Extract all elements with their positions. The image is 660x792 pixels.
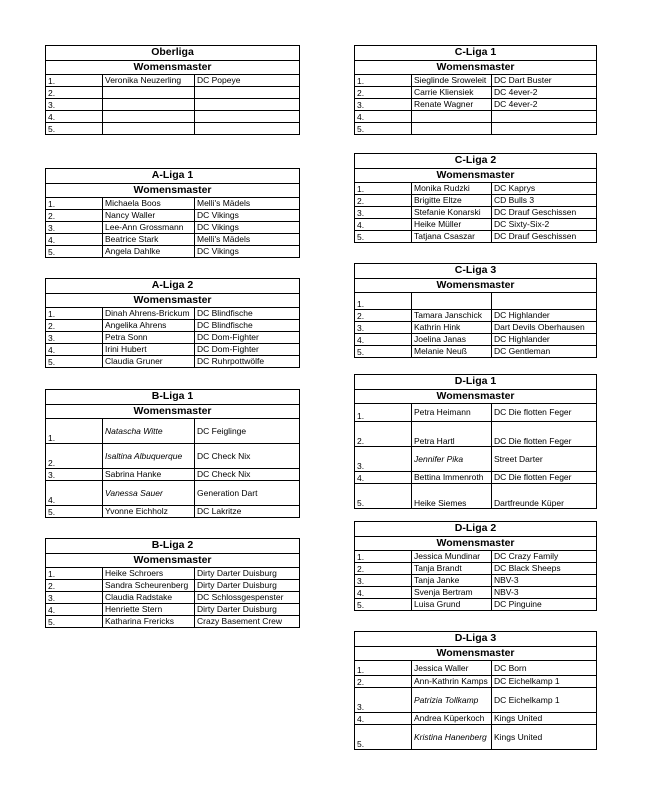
club-name: DC Die flotten Feger [492, 472, 597, 484]
table-row [355, 123, 597, 135]
club-name: DC Gentleman [492, 346, 597, 358]
table-row [355, 676, 597, 688]
player-name: Natascha Witte [103, 419, 195, 444]
player-name: Andrea Küperkoch [412, 713, 492, 725]
player-name [412, 293, 492, 310]
rank: 5. [46, 356, 103, 368]
league-title: A-Liga 1 [46, 169, 300, 184]
table-row [355, 293, 597, 310]
rank: 3. [46, 99, 103, 111]
table-row [355, 310, 597, 322]
club-name [195, 123, 300, 135]
player-name: Patrizia Tollkamp [412, 688, 492, 713]
rank: 1. [46, 75, 103, 87]
player-name: Angela Dahlke [103, 246, 195, 258]
player-name: Ann-Kathrin Kamps [412, 676, 492, 688]
player-name: Tatjana Csaszar [412, 231, 492, 243]
player-name: Kathrin Hink [412, 322, 492, 334]
rank: 4. [46, 344, 103, 356]
player-name: Svenja Bertram [412, 587, 492, 599]
rank: 2. [355, 195, 412, 207]
player-name: Petra Hartl [412, 422, 492, 447]
rank: 3. [355, 447, 412, 472]
league-title: D-Liga 1 [355, 375, 597, 390]
club-name: DC Blindfische [195, 308, 300, 320]
table-row [46, 616, 300, 628]
player-name: Jessica Waller [412, 661, 492, 676]
league-subtitle: Womensmaster [355, 390, 597, 404]
table-row [355, 551, 597, 563]
table-row [355, 195, 597, 207]
league-title: A-Liga 2 [46, 279, 300, 294]
league-subtitle: Womensmaster [46, 554, 300, 568]
rank: 2. [46, 580, 103, 592]
rank: 4. [355, 219, 412, 231]
rank: 5. [355, 123, 412, 135]
club-name: DC Born [492, 661, 597, 676]
table-row [46, 481, 300, 506]
club-name: Melli's Mädels [195, 234, 300, 246]
table-row [46, 234, 300, 246]
league-title: C-Liga 1 [355, 46, 597, 61]
table-row [355, 713, 597, 725]
player-name [103, 87, 195, 99]
rank: 2. [355, 422, 412, 447]
club-name: DC Vikings [195, 210, 300, 222]
club-name [492, 293, 597, 310]
player-name: Jennifer Pika [412, 447, 492, 472]
club-name: DC Die flotten Feger [492, 404, 597, 422]
table-row [46, 246, 300, 258]
club-name: DC Highlander [492, 334, 597, 346]
player-name: Carrie Kliensiek [412, 87, 492, 99]
rank: 4. [46, 604, 103, 616]
league-title: B-Liga 2 [46, 539, 300, 554]
player-name [103, 99, 195, 111]
club-name: DC Die flotten Feger [492, 422, 597, 447]
rank: 4. [355, 334, 412, 346]
player-name: Tanja Janke [412, 575, 492, 587]
club-name: Melli's Mädels [195, 198, 300, 210]
club-name: Generation Dart [195, 481, 300, 506]
player-name: Heike Siemes [412, 484, 492, 509]
player-name: Irini Hubert [103, 344, 195, 356]
player-name: Petra Heimann [412, 404, 492, 422]
table-row [46, 506, 300, 518]
table-row [46, 356, 300, 368]
player-name: Sandra Scheurenberg [103, 580, 195, 592]
table-row [46, 308, 300, 320]
club-name: Kings United [492, 713, 597, 725]
table-c-liga-2 [354, 153, 597, 243]
club-name: DC Ruhrpottwölfe [195, 356, 300, 368]
rank: 2. [355, 563, 412, 575]
player-name: Joelina Janas [412, 334, 492, 346]
club-name: DC 4ever-2 [492, 87, 597, 99]
player-name: Isaltina Albuquerque [103, 444, 195, 469]
table-row [46, 210, 300, 222]
rank: 3. [46, 222, 103, 234]
club-name [195, 111, 300, 123]
player-name: Henriette Stern [103, 604, 195, 616]
table-row [355, 99, 597, 111]
table-row [355, 231, 597, 243]
rank: 3. [46, 592, 103, 604]
rank: 4. [355, 713, 412, 725]
league-subtitle: Womensmaster [46, 405, 300, 419]
league-subtitle: Womensmaster [355, 647, 597, 661]
club-name: Dirty Darter Duisburg [195, 568, 300, 580]
club-name [195, 99, 300, 111]
table-row [355, 484, 597, 509]
club-name: NBV-3 [492, 587, 597, 599]
league-title: C-Liga 2 [355, 154, 597, 169]
rank: 1. [46, 198, 103, 210]
club-name: DC Vikings [195, 246, 300, 258]
player-name: Claudia Gruner [103, 356, 195, 368]
player-name: Heike Müller [412, 219, 492, 231]
club-name: DC Popeye [195, 75, 300, 87]
rank: 5. [46, 246, 103, 258]
player-name: Dinah Ahrens-Brickum [103, 308, 195, 320]
player-name: Nancy Waller [103, 210, 195, 222]
club-name: Dartfreunde Küper [492, 484, 597, 509]
club-name: Dart Devils Oberhausen [492, 322, 597, 334]
table-row [46, 222, 300, 234]
table-row [355, 575, 597, 587]
rank: 5. [355, 346, 412, 358]
club-name: CD Bulls 3 [492, 195, 597, 207]
club-name: DC Blindfische [195, 320, 300, 332]
club-name: DC Eichelkamp 1 [492, 676, 597, 688]
rank: 3. [46, 469, 103, 481]
table-a-liga-1 [45, 168, 300, 258]
club-name: DC Check Nix [195, 444, 300, 469]
rank: 2. [355, 310, 412, 322]
player-name [412, 123, 492, 135]
club-name: DC Pinguine [492, 599, 597, 611]
club-name [492, 111, 597, 123]
rank: 4. [46, 481, 103, 506]
player-name: Yvonne Eichholz [103, 506, 195, 518]
table-row [355, 404, 597, 422]
rank: 1. [46, 568, 103, 580]
table-oberliga [45, 45, 300, 135]
club-name: DC Dom-Fighter [195, 332, 300, 344]
player-name [103, 123, 195, 135]
club-name: DC Feiglinge [195, 419, 300, 444]
rank: 3. [355, 575, 412, 587]
league-title: C-Liga 3 [355, 264, 597, 279]
table-row [46, 87, 300, 99]
club-name: DC Drauf Geschissen [492, 231, 597, 243]
table-row [355, 472, 597, 484]
player-name: Jessica Mundinar [412, 551, 492, 563]
table-row [355, 346, 597, 358]
league-subtitle: Womensmaster [46, 61, 300, 75]
club-name: DC Drauf Geschissen [492, 207, 597, 219]
club-name: DC Crazy Family [492, 551, 597, 563]
table-c-liga-3 [354, 263, 597, 358]
rank: 5. [46, 123, 103, 135]
table-row [46, 444, 300, 469]
rank: 2. [355, 676, 412, 688]
player-name: Tanja Brandt [412, 563, 492, 575]
table-row [355, 322, 597, 334]
club-name [492, 123, 597, 135]
table-c-liga-1 [354, 45, 597, 135]
rank: 2. [46, 320, 103, 332]
table-row [46, 469, 300, 481]
rank: 5. [355, 231, 412, 243]
rank: 2. [46, 210, 103, 222]
rank: 3. [355, 322, 412, 334]
club-name: DC Kaprys [492, 183, 597, 195]
rank: 4. [46, 111, 103, 123]
league-title: D-Liga 2 [355, 522, 597, 537]
player-name: Beatrice Stark [103, 234, 195, 246]
club-name: DC Schlossgespenster [195, 592, 300, 604]
table-row [46, 75, 300, 87]
player-name [412, 111, 492, 123]
club-name: Street Darter [492, 447, 597, 472]
player-name: Kristina Hanenberg [412, 725, 492, 750]
table-row [355, 725, 597, 750]
rank: 4. [355, 111, 412, 123]
club-name: DC Eichelkamp 1 [492, 688, 597, 713]
rank: 2. [46, 444, 103, 469]
club-name: DC Vikings [195, 222, 300, 234]
table-d-liga-2 [354, 521, 597, 611]
rank: 4. [355, 472, 412, 484]
league-title: Oberliga [46, 46, 300, 61]
player-name: Sabrina Hanke [103, 469, 195, 481]
rank: 1. [355, 75, 412, 87]
rank: 4. [355, 587, 412, 599]
rank: 5. [46, 506, 103, 518]
table-row [46, 332, 300, 344]
rank: 1. [355, 293, 412, 310]
rank: 1. [46, 308, 103, 320]
rank: 3. [355, 688, 412, 713]
player-name: Claudia Radstake [103, 592, 195, 604]
league-subtitle: Womensmaster [355, 537, 597, 551]
player-name: Stefanie Konarski [412, 207, 492, 219]
club-name: NBV-3 [492, 575, 597, 587]
league-subtitle: Womensmaster [355, 279, 597, 293]
table-row [355, 422, 597, 447]
table-row [46, 99, 300, 111]
club-name: Crazy Basement Crew [195, 616, 300, 628]
rank: 5. [355, 484, 412, 509]
rank: 3. [355, 99, 412, 111]
table-d-liga-3 [354, 631, 597, 750]
player-name: Heike Schroers [103, 568, 195, 580]
rank: 1. [46, 419, 103, 444]
table-row [355, 183, 597, 195]
club-name [195, 87, 300, 99]
rank: 2. [46, 87, 103, 99]
table-row [46, 320, 300, 332]
table-row [355, 87, 597, 99]
player-name: Renate Wagner [412, 99, 492, 111]
rank: 1. [355, 661, 412, 676]
club-name: DC Dom-Fighter [195, 344, 300, 356]
player-name [103, 111, 195, 123]
club-name: DC 4ever-2 [492, 99, 597, 111]
league-title: D-Liga 3 [355, 632, 597, 647]
table-row [355, 587, 597, 599]
club-name: Dirty Darter Duisburg [195, 580, 300, 592]
table-row [355, 334, 597, 346]
player-name: Vanessa Sauer [103, 481, 195, 506]
table-row [46, 344, 300, 356]
rank: 4. [46, 234, 103, 246]
club-name: DC Highlander [492, 310, 597, 322]
table-row [355, 111, 597, 123]
player-name: Angelika Ahrens [103, 320, 195, 332]
table-row [355, 219, 597, 231]
player-name: Sieglinde Sroweleit [412, 75, 492, 87]
player-name: Veronika Neuzerling [103, 75, 195, 87]
player-name: Lee-Ann Grossmann [103, 222, 195, 234]
table-row [46, 568, 300, 580]
table-row [46, 580, 300, 592]
rank: 1. [355, 404, 412, 422]
club-name: DC Sixty-Six-2 [492, 219, 597, 231]
rank: 1. [355, 183, 412, 195]
club-name: DC Check Nix [195, 469, 300, 481]
table-row [46, 123, 300, 135]
player-name: Michaela Boos [103, 198, 195, 210]
table-row [46, 198, 300, 210]
club-name: DC Black Sheeps [492, 563, 597, 575]
league-subtitle: Womensmaster [46, 184, 300, 198]
table-row [46, 419, 300, 444]
table-row [355, 75, 597, 87]
club-name: DC Dart Buster [492, 75, 597, 87]
rank: 2. [355, 87, 412, 99]
player-name: Monika Rudzki [412, 183, 492, 195]
rank: 1. [355, 551, 412, 563]
league-subtitle: Womensmaster [46, 294, 300, 308]
table-d-liga-1 [354, 374, 597, 509]
club-name: DC Lakritze [195, 506, 300, 518]
player-name: Luisa Grund [412, 599, 492, 611]
table-row [355, 447, 597, 472]
rank: 5. [355, 599, 412, 611]
table-row [46, 604, 300, 616]
table-row [46, 592, 300, 604]
player-name: Katharina Frericks [103, 616, 195, 628]
table-b-liga-2 [45, 538, 300, 628]
player-name: Bettina Immenroth [412, 472, 492, 484]
club-name: Kings United [492, 725, 597, 750]
rank: 5. [46, 616, 103, 628]
rank: 3. [46, 332, 103, 344]
league-subtitle: Womensmaster [355, 169, 597, 183]
player-name: Melanie Neuß [412, 346, 492, 358]
table-row [355, 563, 597, 575]
player-name: Petra Sonn [103, 332, 195, 344]
player-name: Brigitte Eltze [412, 195, 492, 207]
league-title: B-Liga 1 [46, 390, 300, 405]
table-row [355, 599, 597, 611]
table-row [46, 111, 300, 123]
club-name: Dirty Darter Duisburg [195, 604, 300, 616]
league-subtitle: Womensmaster [355, 61, 597, 75]
table-a-liga-2 [45, 278, 300, 368]
rank: 3. [355, 207, 412, 219]
table-row [355, 661, 597, 676]
table-row [355, 207, 597, 219]
table-b-liga-1 [45, 389, 300, 518]
rank: 5. [355, 725, 412, 750]
table-row [355, 688, 597, 713]
player-name: Tamara Janschick [412, 310, 492, 322]
